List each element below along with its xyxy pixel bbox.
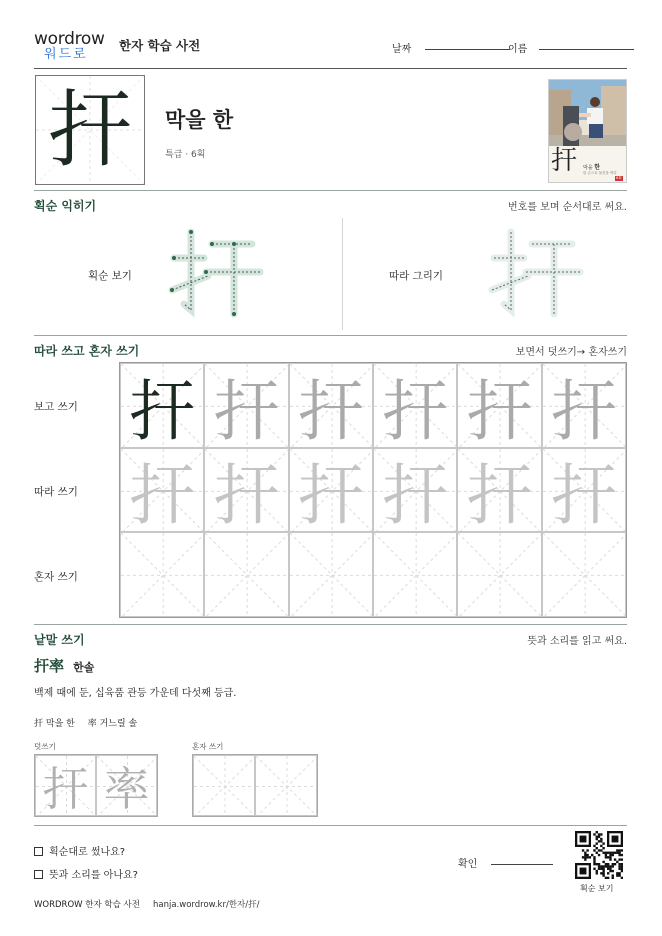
cell-char: 率 xyxy=(103,761,150,816)
divider-1 xyxy=(34,190,627,191)
practice-cell[interactable] xyxy=(373,448,457,533)
cell-char: 扞 xyxy=(213,372,280,448)
check-2-label: 뜻과 소리를 아나요? xyxy=(49,870,138,881)
stroke-section-note: 번호를 보며 순서대로 써요. xyxy=(508,202,627,213)
footer-brand: WORDROW 한자 학습 사전 xyxy=(34,900,140,910)
gloss-1-char: 扞 xyxy=(34,719,44,729)
stroke-order-diagram xyxy=(160,222,265,322)
practice-cell[interactable] xyxy=(120,363,204,448)
qr-label: 획순 보기 xyxy=(580,884,614,893)
check-1-label: 획순대로 썼나요? xyxy=(49,847,126,858)
stroke-view-label: 획순 보기 xyxy=(88,270,132,282)
divider-4 xyxy=(34,825,627,826)
cell-guides xyxy=(290,533,373,617)
gloss-1-text: 막을 한 xyxy=(45,719,75,729)
word-trace-cell[interactable] xyxy=(35,755,96,816)
cell-char: 扞 xyxy=(382,457,449,533)
thumb-sound: 한 xyxy=(594,164,601,171)
word-definition: 백제 때에 둔, 십육품 관등 가운데 다섯째 등급. xyxy=(34,688,237,699)
cell-char: 扞 xyxy=(297,457,364,533)
practice-cell[interactable] xyxy=(204,532,288,617)
practice-section-title: 따라 쓰고 혼자 쓰기 xyxy=(34,344,140,358)
word-self-boxes[interactable] xyxy=(192,754,318,817)
row-label-trace: 따라 쓰기 xyxy=(34,486,78,498)
practice-cell[interactable] xyxy=(289,532,373,617)
thumb-meaning-prefix: 막을 xyxy=(583,165,593,171)
stroke-divider xyxy=(342,218,343,330)
cell-char: 扞 xyxy=(382,372,449,448)
header-divider xyxy=(34,68,627,69)
cell-char: 扞 xyxy=(466,372,533,448)
name-field[interactable] xyxy=(508,40,634,55)
word-reading: 한솔 xyxy=(73,661,95,674)
practice-cell[interactable] xyxy=(373,363,457,448)
brand-logo xyxy=(34,30,112,64)
gloss-2-text: 거느릴 솔 xyxy=(99,719,138,729)
practice-cell[interactable] xyxy=(457,363,541,448)
word-self-cell[interactable] xyxy=(193,755,255,816)
practice-cell[interactable] xyxy=(120,532,204,617)
thumb-meaning xyxy=(583,162,600,171)
cell-char: 扞 xyxy=(466,457,533,533)
row-label-view: 보고 쓰기 xyxy=(34,401,78,413)
thumb-char: 扞 xyxy=(551,146,578,176)
row-label-self: 혼자 쓰기 xyxy=(34,571,78,583)
word-trace-label: 덧쓰기 xyxy=(34,742,56,751)
cell-char: 扞 xyxy=(129,372,196,448)
main-char-box xyxy=(35,75,145,185)
practice-cell[interactable] xyxy=(204,363,288,448)
illustration-thumbnail xyxy=(548,79,627,183)
stroke-section-title: 획순 익히기 xyxy=(34,199,97,213)
divider-3 xyxy=(34,624,627,625)
practice-cell[interactable] xyxy=(457,448,541,533)
cell-guides xyxy=(543,533,626,617)
checklist-item-2[interactable] xyxy=(34,866,138,881)
confirm-label: 확인 xyxy=(458,859,478,870)
word-gloss xyxy=(34,716,137,729)
cell-char: 扞 xyxy=(297,372,364,448)
word-section-title: 낱말 쓰기 xyxy=(34,633,85,647)
cell-guides xyxy=(194,756,255,816)
cell-char: 扞 xyxy=(213,457,280,533)
practice-cell[interactable] xyxy=(289,363,373,448)
checklist-item-1[interactable] xyxy=(34,843,125,858)
cell-guides xyxy=(374,533,457,617)
thumb-badge: 6획 xyxy=(616,176,622,180)
practice-cell[interactable] xyxy=(542,532,626,617)
cell-guides xyxy=(205,533,288,617)
footer-url[interactable]: hanja.wordrow.kr/한자/扞/ xyxy=(153,900,260,910)
logo-hangul: 워드로 xyxy=(44,47,88,62)
word-trace-cell[interactable] xyxy=(96,755,157,816)
word-self-label: 혼자 쓰기 xyxy=(192,742,224,751)
cell-char: 扞 xyxy=(129,457,196,533)
confirm-field[interactable] xyxy=(458,855,553,870)
stroke-trace-label: 따라 그리기 xyxy=(389,270,444,282)
word-hanja: 扞率 xyxy=(34,657,65,675)
name-label: 이름 xyxy=(508,44,528,55)
cell-guides xyxy=(458,533,541,617)
cell-char: 扞 xyxy=(550,457,617,533)
date-label: 날짜 xyxy=(392,44,412,55)
confirm-line xyxy=(491,864,553,865)
logo-wordmark: wordrow xyxy=(34,29,105,49)
word-trace-boxes[interactable] xyxy=(34,754,158,817)
practice-cell[interactable] xyxy=(289,448,373,533)
practice-grid[interactable] xyxy=(119,362,627,618)
date-field[interactable] xyxy=(392,40,510,55)
practice-cell[interactable] xyxy=(542,448,626,533)
main-char: 扞 xyxy=(47,81,132,179)
grade-strokes: 특급 · 6획 xyxy=(165,150,206,160)
word-heading xyxy=(34,655,94,676)
word-self-cell[interactable] xyxy=(255,755,317,816)
name-line xyxy=(539,49,634,50)
app-title: 한자 학습 사전 xyxy=(119,38,201,53)
practice-cell[interactable] xyxy=(457,532,541,617)
practice-cell[interactable] xyxy=(120,448,204,533)
word-section-note: 뜻과 소리를 읽고 써요. xyxy=(527,636,627,647)
cell-guides xyxy=(256,756,317,816)
meaning-sound: 막을 한 xyxy=(165,108,234,132)
cell-char: 扞 xyxy=(42,761,89,816)
checkbox-2[interactable] xyxy=(34,870,43,879)
practice-cell[interactable] xyxy=(204,448,288,533)
qr-code[interactable] xyxy=(575,831,623,879)
cell-guides xyxy=(121,533,204,617)
practice-section-note: 보면서 덧쓰기→ 혼자쓰기 xyxy=(515,347,627,358)
thumb-caption: 한 손으로 물건을 막다 xyxy=(583,171,617,175)
cell-char: 扞 xyxy=(550,372,617,448)
qr-code-icon xyxy=(575,831,623,879)
stroke-trace-diagram[interactable] xyxy=(480,222,585,322)
checkbox-1[interactable] xyxy=(34,847,43,856)
divider-2 xyxy=(34,335,627,336)
practice-cell[interactable] xyxy=(542,363,626,448)
gloss-2-char: 率 xyxy=(87,719,97,729)
date-line xyxy=(425,49,510,50)
practice-cell[interactable] xyxy=(373,532,457,617)
